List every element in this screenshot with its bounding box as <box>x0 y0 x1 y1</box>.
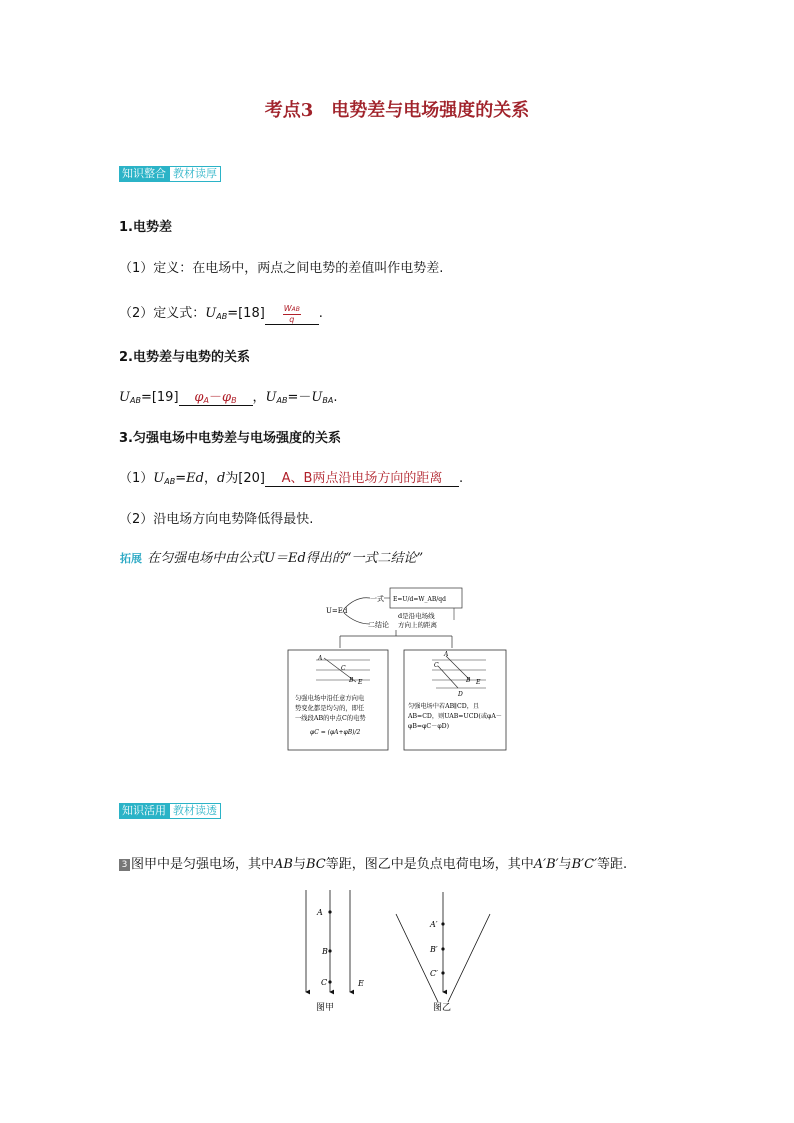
comma: ， <box>252 390 266 405</box>
tag-label-primary: 知识整合 <box>119 166 169 182</box>
right-text-3: φB=φC－φD) <box>408 723 450 730</box>
formula-box-text: E=U/d=W_AB/qd <box>393 596 446 603</box>
tag-label-secondary: 教材读透 <box>169 803 221 819</box>
branch-lines <box>340 630 452 648</box>
answer-blank-19 <box>179 386 253 406</box>
left-text-2: 势变化都是均匀的，即任 <box>295 705 365 712</box>
definition-line: （1）定义：在电场中，两点之间电势的差值叫作电势差. <box>119 261 444 276</box>
u-sub-2: AB <box>276 396 288 405</box>
item-prefix: （1） <box>119 471 154 486</box>
fig-yi-caption: 图乙 <box>433 1003 452 1013</box>
u-symbol-3: U <box>311 390 323 405</box>
u-symbol-2: U <box>265 390 277 405</box>
figure-jia <box>306 890 350 992</box>
figure-yi <box>396 892 490 1002</box>
q-ab: AB <box>274 857 293 872</box>
tag-label-primary: 知识活用 <box>119 803 169 819</box>
fig-yi-label-a: A′ <box>430 920 438 929</box>
u-symbol: U <box>153 471 165 486</box>
uniform-field-line-2: （2）沿电场方向电势降低得最快. <box>119 512 314 527</box>
answer-blank-18 <box>265 304 319 325</box>
fig-jia-label-e: E <box>358 979 364 988</box>
uniform-field-line-1 <box>119 467 463 487</box>
answer-fraction <box>283 304 301 324</box>
frac-numerator: W <box>283 303 292 313</box>
note-line-1: d是沿电场线 <box>398 612 435 620</box>
right-label-b: B <box>466 677 471 684</box>
eq: = <box>175 471 187 486</box>
left-label-e: E <box>358 679 363 686</box>
u-sub: AB <box>216 312 228 321</box>
extension-label: 拓展 <box>120 552 142 565</box>
q-text-a: 图甲中是匀强电场，其中 <box>131 857 275 872</box>
wei-20: 为[20] <box>225 471 265 486</box>
q-bc: BC <box>305 857 326 872</box>
comma: ， <box>203 471 217 486</box>
q-ab2: A′B′ <box>533 857 559 872</box>
left-text-3: 一线段AB的中点C的电势 <box>295 715 366 722</box>
fig-yi-label-b: B′ <box>430 945 438 954</box>
section-tag-knowledge <box>119 166 221 182</box>
relation-line <box>119 386 337 406</box>
definition-formula-line <box>119 302 323 325</box>
q-text-d: 与 <box>558 857 572 872</box>
concept-diagram <box>286 584 508 752</box>
phi-b: φ <box>222 390 232 405</box>
phi-a-sub: A <box>203 396 209 405</box>
q-text-b: 与 <box>292 857 306 872</box>
answer-blank-20: A、B两点沿电场方向的距离 <box>265 467 459 487</box>
left-label-a: A <box>318 655 323 662</box>
root-label: U=Ed <box>326 607 348 615</box>
d-symbol: d <box>216 471 226 486</box>
u-symbol: U <box>119 390 130 405</box>
formula-end: . <box>318 306 323 321</box>
branch-curve-lower <box>344 613 370 624</box>
heading-uniform-field: 3.匀强电场中电势差与电场强度的关系 <box>119 431 341 446</box>
erjielun-label: 二结论 <box>368 621 389 629</box>
fig-jia-label-b: B <box>322 947 328 956</box>
period: . <box>333 390 338 405</box>
page-title: 考点3 电势差与电场强度的关系 <box>264 100 530 121</box>
eq-neg: =－ <box>287 390 312 405</box>
u-sub-3: BA <box>322 396 334 405</box>
fig-jia-label-c: C <box>321 978 328 987</box>
phi-a: φ <box>194 390 204 405</box>
left-text-1: 匀强电场中沿任意方向电 <box>295 695 365 702</box>
q-text-e: 等距. <box>597 857 628 872</box>
left-label-b: B <box>349 677 354 684</box>
left-label-c: C <box>341 665 346 672</box>
fig-jia-caption: 图甲 <box>316 1003 335 1013</box>
fig-jia-label-a: A <box>317 908 323 917</box>
question-3 <box>119 853 627 872</box>
right-text-1: 匀强电场中若AB∥CD，且 <box>408 703 480 710</box>
fig-yi-label-c: C′ <box>430 969 438 978</box>
u-sub: AB <box>164 477 176 486</box>
note-line-2: 方向上的距离 <box>398 621 437 629</box>
frac-denominator: q <box>289 314 295 324</box>
heading-potential-difference: 1.电势差 <box>119 220 172 235</box>
extension-text: 在匀强电场中由公式U＝Ed得出的“一式二结论” <box>147 551 424 566</box>
period: . <box>458 471 464 486</box>
question-figures <box>290 888 510 1016</box>
formula-eq: =[18] <box>227 306 265 321</box>
q-bc2: B′C′ <box>571 857 598 872</box>
right-label-c: C <box>434 662 439 669</box>
formula-prefix: （2）定义式： <box>119 306 206 321</box>
frac-numerator-sub: AB <box>291 305 300 313</box>
right-text-2: AB=CD，则UAB=UCD(或φA－ <box>408 713 502 720</box>
left-formula: φC = (φA+φB)/2 <box>310 729 361 736</box>
right-label-e: E <box>476 679 481 686</box>
phi-b-sub: B <box>231 396 237 405</box>
right-label-a: A <box>444 651 449 658</box>
question-number: 3 <box>119 859 130 871</box>
ed-symbol: Ed <box>186 471 204 486</box>
u-sub: AB <box>129 396 141 405</box>
yishi-label: 一式 <box>370 595 384 603</box>
minus-sign: － <box>209 390 223 405</box>
u-symbol: U <box>205 306 217 321</box>
eq-19: =[19] <box>140 390 179 405</box>
branch-curve-upper <box>344 598 370 609</box>
section-tag-application <box>119 803 221 819</box>
extension-note <box>120 547 423 566</box>
right-label-d: D <box>458 691 463 698</box>
q-text-c: 等距，图乙中是负点电荷电场，其中 <box>325 857 534 872</box>
tag-label-secondary: 教材读厚 <box>169 166 221 182</box>
heading-relation-potential: 2.电势差与电势的关系 <box>119 350 250 365</box>
